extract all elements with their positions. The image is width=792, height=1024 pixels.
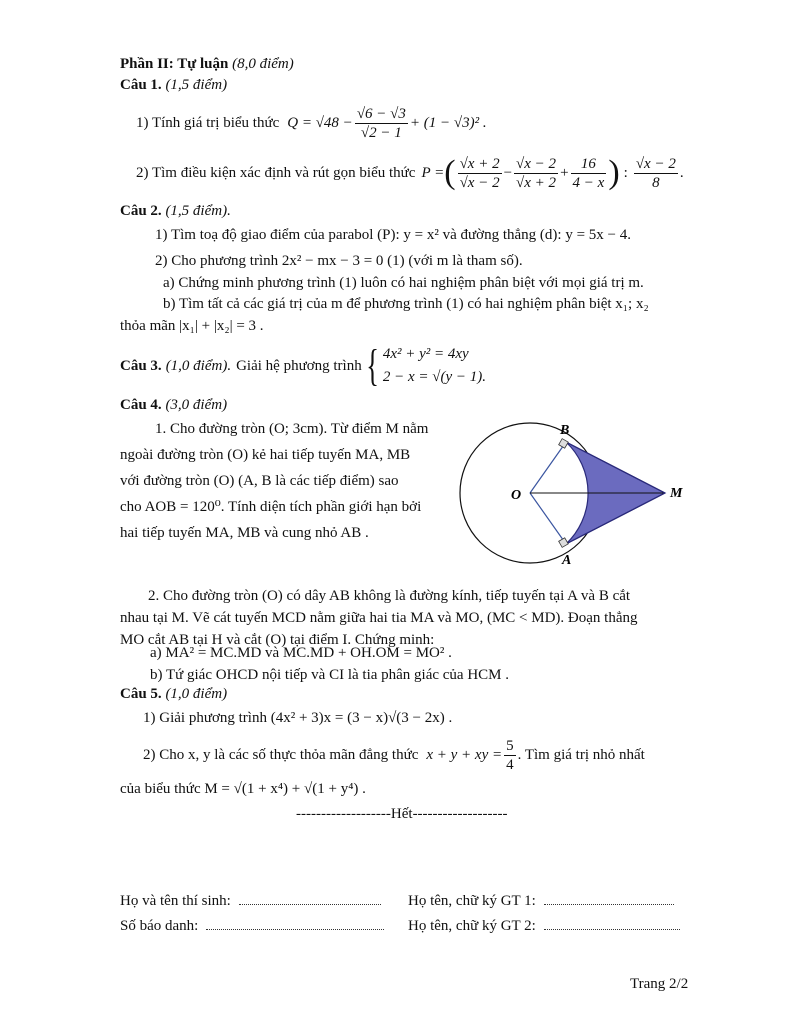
q5-den: 4 bbox=[506, 756, 514, 773]
q5-heading bbox=[120, 686, 227, 703]
q2-part1: 1) Tìm toạ độ giao điểm của parabol (P): y = x² và đường thẳng (d): y = 5x − 4. bbox=[155, 227, 631, 243]
frac2-den: √x + 2 bbox=[516, 174, 557, 191]
candidate-name-row bbox=[120, 893, 381, 910]
q5-part2-b: . Tìm giá trị nhỏ nhất bbox=[517, 746, 645, 763]
q1-part2-frac1 bbox=[458, 155, 502, 192]
candidate-id-row bbox=[120, 918, 384, 935]
gt1-dots bbox=[544, 903, 674, 905]
q3-text: Giải hệ phương trình bbox=[236, 357, 362, 374]
right-angle-b bbox=[559, 439, 569, 449]
q3-system bbox=[383, 343, 486, 389]
q1-part1-den: √2 − 1 bbox=[360, 124, 402, 141]
q4-p1-line3: với đường tròn (O) (A, B là các tiếp điểm) sao bbox=[120, 473, 399, 489]
q1-part1-lhs: Q = √48 − bbox=[287, 114, 353, 131]
frac1-num: √x + 2 bbox=[459, 155, 500, 172]
q4-p1-line4: cho AOB = 120⁰. Tính diện tích phần giới hạn bởi bbox=[120, 499, 422, 515]
part-title: Phần II: Tự luận bbox=[120, 56, 229, 72]
q1-part1-fraction bbox=[355, 105, 408, 142]
q1-part2: 2) Tìm điều kiện xác định và rút gọn biểu thức P = ( $\frac{√x + 2}{√x - 2}$ − $\frac{√x - 2}{√x + 2}$ + $\frac{16}{4 - x}$ ) : $\frac{√x - 2}{8}$ . bbox=[136, 154, 684, 191]
q4-p2-line2: nhau tại M. Vẽ cát tuyến MCD nằm giữa hai tia MA và MO, (MC < MD). Đoạn thẳng bbox=[120, 610, 638, 626]
q4-p1-line1: 1. Cho đường tròn (O; 3cm). Từ điểm M nằm bbox=[155, 421, 429, 437]
q4-part1 bbox=[120, 416, 445, 546]
q1-points: (1,5 điểm) bbox=[165, 77, 228, 93]
q4-p1-line5: hai tiếp tuyến MA, MB và cung nhỏ AB . bbox=[120, 525, 369, 541]
q1-part1 bbox=[136, 98, 487, 148]
q4-part2a: a) MA² = MC.MD và MC.MD + OH.OM = MO² . bbox=[150, 645, 452, 661]
q1-part2-lhs: P = bbox=[421, 164, 445, 181]
q1-part2-frac2 bbox=[514, 155, 558, 192]
q4-label: Câu 4. bbox=[120, 397, 162, 413]
gt1-label: Họ tên, chữ ký GT 1: bbox=[408, 893, 536, 909]
frac3-den: 4 − x bbox=[572, 174, 605, 191]
q1-heading bbox=[120, 77, 227, 94]
q1-part2-frac3 bbox=[571, 155, 607, 192]
right-paren: ) bbox=[608, 154, 620, 191]
q2-heading bbox=[120, 203, 231, 220]
left-paren: ( bbox=[444, 154, 456, 191]
q5-points: (1,0 điểm) bbox=[165, 686, 228, 702]
label-o: O bbox=[511, 488, 522, 503]
q1-part1-text: 1) Tính giá trị biểu thức bbox=[136, 114, 280, 131]
q4-p2-line1: 2. Cho đường tròn (O) có dây AB không là đường kính, tiếp tuyến tại A và B cắt bbox=[148, 588, 631, 604]
segment-oa bbox=[530, 493, 566, 544]
q4-points: (3,0 điểm) bbox=[165, 397, 228, 413]
q1-part1-tail: + (1 − √3)² . bbox=[409, 114, 487, 131]
gt1-row bbox=[408, 893, 674, 910]
q2-points: (1,5 điểm). bbox=[165, 203, 231, 219]
tangent-figure bbox=[455, 418, 695, 570]
q5-part2-expr: x + y + xy = bbox=[426, 746, 503, 763]
q2-label: Câu 2. bbox=[120, 203, 162, 219]
q3-eq2: 2 − x = √(y − 1). bbox=[382, 369, 486, 385]
q3-label: Câu 3. bbox=[120, 357, 162, 374]
q1-part2-text: 2) Tìm điều kiện xác định và rút gọn biểu thức bbox=[136, 164, 416, 181]
frac2-num: √x − 2 bbox=[516, 155, 557, 172]
label-m: M bbox=[670, 486, 683, 501]
candidate-id-dots bbox=[206, 928, 384, 930]
right-angle-a bbox=[559, 538, 569, 548]
q4-p2-line3: MO cắt AB tại H và cắt (O) tại điểm I. Chứng minh: bbox=[120, 632, 435, 648]
q5-part1: 1) Giải phương trình (4x² + 3)x = (3 − x)√(3 − 2x) . bbox=[143, 710, 453, 726]
system-brace: { bbox=[365, 341, 379, 390]
page-number: Trang 2/2 bbox=[630, 976, 689, 992]
q5-label: Câu 5. bbox=[120, 686, 162, 702]
q4-p1-line2: ngoài đường tròn (O) kẻ hai tiếp tuyến MA, MB bbox=[120, 447, 411, 463]
q2-part2b-cont: thỏa mãn |x₁| + |x₂| = 3 . bbox=[120, 318, 264, 334]
q2-part2: 2) Cho phương trình 2x² − mx − 3 = 0 (1) (với m là tham số). bbox=[155, 253, 523, 269]
frac3-num: 16 bbox=[571, 155, 607, 174]
q2-part2a: a) Chứng minh phương trình (1) luôn có hai nghiệm phân biệt với mọi giá trị m. bbox=[163, 275, 644, 291]
q5-part2 bbox=[143, 735, 645, 775]
candidate-name-label: Họ và tên thí sinh: bbox=[120, 893, 231, 909]
gt2-row bbox=[408, 918, 680, 935]
candidate-id-label: Số báo danh: bbox=[120, 918, 199, 934]
end-marker: -------------------Hết------------------- bbox=[296, 806, 508, 822]
q3-points: (1,0 điểm). bbox=[165, 357, 232, 374]
part-points: (8,0 điểm) bbox=[232, 56, 294, 72]
q5-part2-a: 2) Cho x, y là các số thực thỏa mãn đẳng thức bbox=[143, 746, 419, 763]
frac4-num: √x − 2 bbox=[635, 155, 676, 172]
q1-part2-frac4 bbox=[634, 155, 678, 192]
part-heading bbox=[120, 56, 294, 73]
q5-num: 5 bbox=[506, 737, 514, 754]
gt2-label: Họ tên, chữ ký GT 2: bbox=[408, 918, 536, 934]
label-a: A bbox=[562, 553, 572, 568]
q5-part2-c: của biểu thức M = √(1 + x⁴) + √(1 + y⁴) . bbox=[120, 781, 366, 797]
q4-part2b: b) Tứ giác OHCD nội tiếp và CI là tia phân giác của HCM . bbox=[150, 667, 510, 683]
q1-part1-num: √6 − √3 bbox=[356, 105, 406, 122]
q3-eq1: 4x² + y² = 4xy bbox=[382, 346, 469, 362]
candidate-name-dots bbox=[239, 903, 381, 905]
frac1-den: √x − 2 bbox=[459, 174, 500, 191]
gt2-dots bbox=[544, 928, 680, 930]
q4-heading bbox=[120, 397, 227, 414]
segment-ob bbox=[530, 442, 566, 493]
label-b: B bbox=[560, 423, 570, 438]
q3 bbox=[120, 342, 486, 390]
q5-part2-fraction bbox=[504, 737, 516, 774]
frac4-den: 8 bbox=[652, 174, 660, 191]
q2-part2b: b) Tìm tất cả các giá trị của m để phương trình (1) có hai nghiệm phân biệt x₁; x₂ bbox=[163, 296, 649, 312]
q1-label: Câu 1. bbox=[120, 77, 162, 93]
